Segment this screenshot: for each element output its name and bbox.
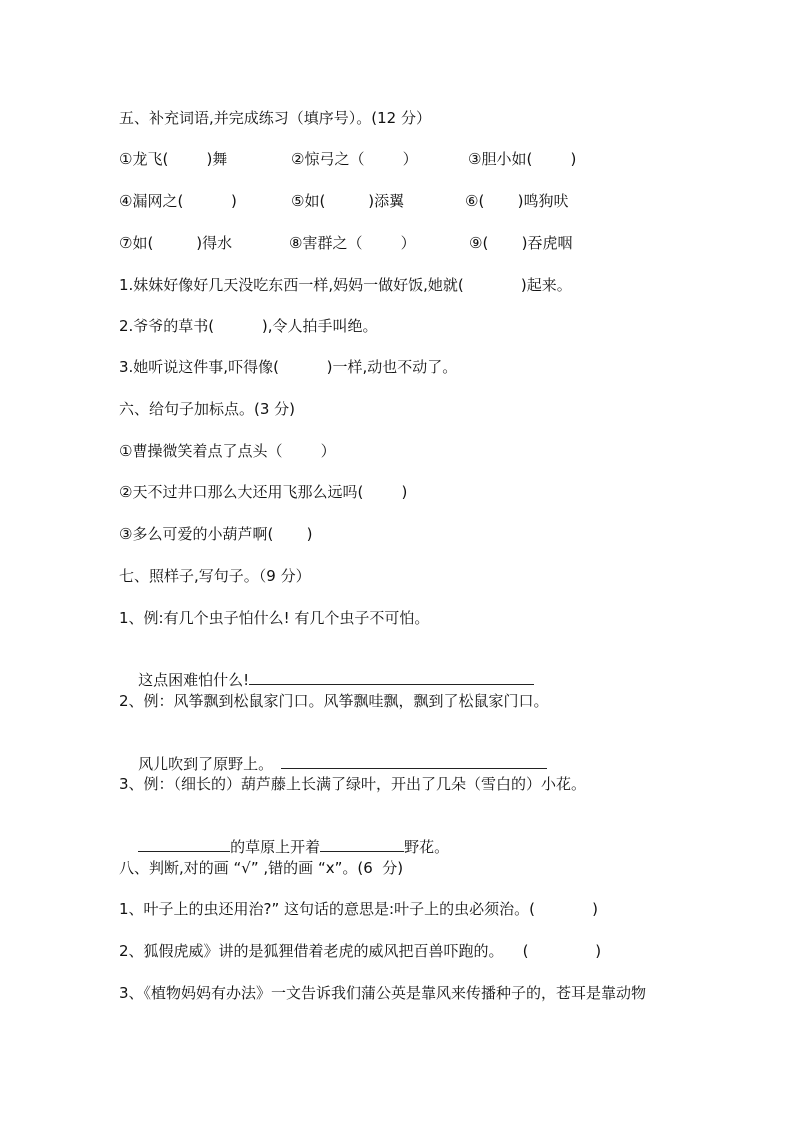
answer-1-prefix: 这点困难怕什么! xyxy=(138,671,250,689)
item-9: ⑨( )吞虎咽 xyxy=(469,234,573,252)
section-7-example-3: 3、例：（细长的）葫芦藤上长满了绿叶，开出了几朵（雪白的）小花。 xyxy=(119,775,587,793)
section-6-question-1: ①曹操微笑着点了点头（ ） xyxy=(119,442,336,460)
answer-3-blank-1[interactable] xyxy=(138,836,230,852)
item-2: ②惊弓之（ ） xyxy=(291,150,418,168)
section-8-heading: 八、判断,对的画 “√” ,错的画 “x”。(6 分) xyxy=(119,859,404,877)
section-7-heading: 七、照样子,写句子。（9 分） xyxy=(119,567,311,585)
answer-1-blank[interactable] xyxy=(249,669,534,685)
section-5-heading: 五、补充词语,并完成练习（填序号）。(12 分） xyxy=(119,109,431,127)
item-3: ③胆小如( ) xyxy=(468,150,577,168)
section-6-question-2: ②天不过井口那么大还用飞那么远吗( ) xyxy=(119,483,408,501)
section-8-question-3: 3、《植物妈妈有办法》一文告诉我们蒲公英是靠风来传播种子的，苍耳是靠动物 xyxy=(119,984,647,1002)
item-1: ①龙飞( )舞 xyxy=(119,150,228,168)
answer-3-end: 野花。 xyxy=(404,838,450,856)
item-8: ⑧害群之（ ） xyxy=(289,234,416,252)
item-5: ⑤如( )添翼 xyxy=(291,192,405,210)
answer-3-middle: 的草原上开着 xyxy=(230,838,321,856)
item-7: ⑦如( )得水 xyxy=(119,234,233,252)
answer-3-blank-2[interactable] xyxy=(320,836,404,852)
section-5-question-3: 3.她听说这件事,吓得像( )一样,动也不动了。 xyxy=(119,358,458,376)
item-6: ⑥( )鸣狗吠 xyxy=(465,192,569,210)
section-7-example-2: 2、例：风筝飘到松鼠家门口。风筝飘哇飘，飘到了松鼠家门口。 xyxy=(119,692,549,710)
answer-2-prefix: 风儿吹到了原野上。 xyxy=(138,755,274,773)
item-4: ④漏网之( ) xyxy=(119,192,237,210)
section-6-heading: 六、给句子加标点。(3 分) xyxy=(119,400,296,418)
section-6-question-3: ③多么可爱的小葫芦啊( ) xyxy=(119,525,313,543)
section-7-example-1: 1、例:有几个虫子怕什么! 有几个虫子不可怕。 xyxy=(119,609,430,627)
section-5-question-1: 1.妹妹好像好几天没吃东西一样,妈妈一做好饭,她就( )起来。 xyxy=(119,276,572,294)
section-5-question-2: 2.爷爷的草书( ),令人拍手叫绝。 xyxy=(119,317,378,335)
section-8-question-1: 1、叶子上的虫还用治?” 这句话的意思是:叶子上的虫必须治。( ) xyxy=(119,900,599,918)
answer-2-blank[interactable] xyxy=(281,753,547,769)
section-8-question-2: 2、狐假虎威》讲的是狐狸借着老虎的威风把百兽吓跑的。 ( ) xyxy=(119,942,602,960)
